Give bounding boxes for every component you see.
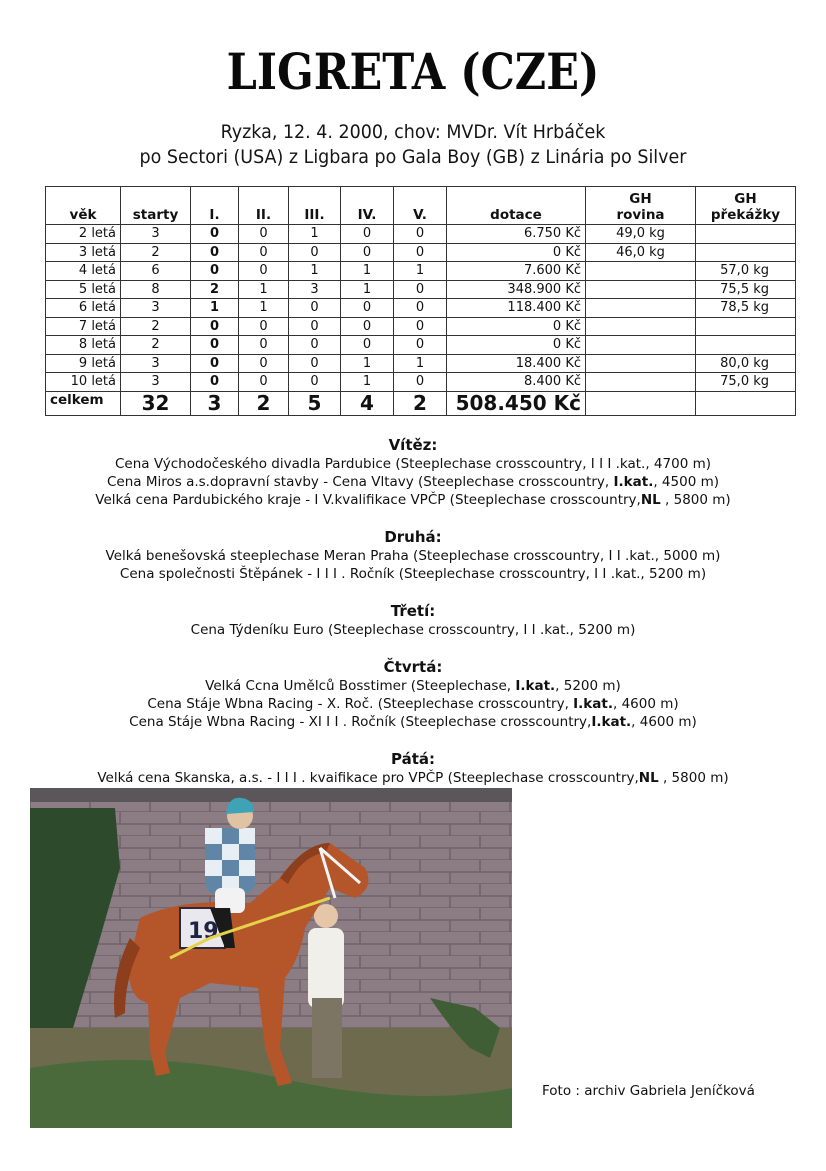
cell-p4: 0 — [341, 225, 394, 244]
cell-p5: 0 — [394, 373, 447, 392]
total-gh-jump — [696, 391, 796, 415]
cell-prize: 348.900 Kč — [447, 280, 586, 299]
cell-p4: 0 — [341, 336, 394, 355]
cell-starts: 2 — [121, 317, 191, 336]
cell-p1: 0 — [191, 336, 239, 355]
table-row — [46, 336, 796, 355]
race-entry — [0, 565, 826, 583]
col-gh-jump-line1: GH — [734, 191, 757, 207]
cell-prize: 6.750 Kč — [447, 225, 586, 244]
cell-p2: 0 — [239, 243, 289, 262]
cell-p2: 0 — [239, 373, 289, 392]
cell-p4: 1 — [341, 262, 394, 281]
race-text: Velká benešovská steeplechase Meran Praha (Steeplechase crosscountry, I I .kat., 5000 m) — [105, 548, 721, 564]
cell-starts: 2 — [121, 336, 191, 355]
cell-p5: 0 — [394, 299, 447, 318]
cell-p1: 0 — [191, 243, 239, 262]
total-starts: 32 — [121, 391, 191, 415]
cell-gh-jump — [696, 317, 796, 336]
race-results — [0, 436, 826, 806]
race-category: I.kat. — [573, 696, 613, 712]
cell-p4: 1 — [341, 354, 394, 373]
cell-p3: 0 — [289, 354, 341, 373]
cell-gh-flat — [586, 354, 696, 373]
cell-starts: 6 — [121, 262, 191, 281]
total-p5: 2 — [394, 391, 447, 415]
cell-starts: 3 — [121, 225, 191, 244]
race-text: Cena Stáje Wbna Racing - XI I I . Ročník (Steeplechase crosscountry, — [129, 714, 592, 730]
cell-age: 9 letá — [46, 354, 121, 373]
race-text: Velká cena Skanska, a.s. - I I I . kvaifikace pro VPČP (Steeplechase crosscountry, — [97, 770, 639, 786]
table-row — [46, 299, 796, 318]
table-row — [46, 373, 796, 392]
col-fifth: V. — [394, 187, 447, 225]
table-row — [46, 317, 796, 336]
race-entry — [0, 621, 826, 639]
cell-p2: 1 — [239, 280, 289, 299]
race-entry — [0, 473, 826, 491]
section-second — [0, 528, 826, 583]
horse-info: Ryzka, 12. 4. 2000, chov: MVDr. Vít Hrbáček — [220, 121, 606, 143]
cell-gh-flat — [586, 373, 696, 392]
cell-gh-flat — [586, 317, 696, 336]
cell-p1: 2 — [191, 280, 239, 299]
race-entry — [0, 695, 826, 713]
cell-age: 6 letá — [46, 299, 121, 318]
cell-p3: 0 — [289, 243, 341, 262]
cell-p3: 0 — [289, 299, 341, 318]
cell-gh-jump — [696, 225, 796, 244]
col-age: věk — [46, 187, 121, 225]
cell-gh-jump: 75,5 kg — [696, 280, 796, 299]
cell-gh-jump — [696, 336, 796, 355]
cell-gh-jump: 57,0 kg — [696, 262, 796, 281]
roof-edge — [30, 788, 512, 802]
cell-gh-flat — [586, 262, 696, 281]
person-jacket — [308, 928, 344, 1008]
col-prize: dotace — [447, 187, 586, 225]
race-entry — [0, 455, 826, 473]
cell-p2: 0 — [239, 354, 289, 373]
race-entry — [0, 713, 826, 731]
cell-p5: 0 — [394, 225, 447, 244]
total-p2: 2 — [239, 391, 289, 415]
cell-p4: 1 — [341, 373, 394, 392]
table-total-row — [46, 391, 796, 415]
cell-p4: 0 — [341, 243, 394, 262]
section-third — [0, 602, 826, 639]
cell-p3: 0 — [289, 317, 341, 336]
cell-p4: 0 — [341, 317, 394, 336]
col-gh-flat-line2: rovina — [616, 207, 665, 223]
total-prize: 508.450 Kč — [447, 391, 586, 415]
race-entry — [0, 769, 826, 787]
cell-gh-flat — [586, 336, 696, 355]
race-category: I.kat. — [591, 714, 632, 730]
col-second: II. — [239, 187, 289, 225]
race-text: , 4500 m) — [653, 474, 719, 490]
page-title: LIGRETA (CZE) — [226, 42, 600, 101]
section-heading: Vítěz: — [388, 436, 438, 454]
race-category: I.kat. — [613, 474, 654, 490]
col-fourth: IV. — [341, 187, 394, 225]
table-row — [46, 225, 796, 244]
race-text: Cena Stáje Wbna Racing - X. Roč. (Steeplechase crosscountry, — [147, 696, 574, 712]
table-row — [46, 243, 796, 262]
cell-prize: 8.400 Kč — [447, 373, 586, 392]
horse-photo — [30, 788, 512, 1128]
race-text: , 4600 m) — [631, 714, 697, 730]
cell-p5: 0 — [394, 280, 447, 299]
cell-p3: 3 — [289, 280, 341, 299]
cell-age: 7 letá — [46, 317, 121, 336]
cell-p2: 0 — [239, 317, 289, 336]
cell-age: 4 letá — [46, 262, 121, 281]
cell-p2: 0 — [239, 336, 289, 355]
cell-p5: 0 — [394, 243, 447, 262]
race-category: I.kat. — [515, 678, 556, 694]
cell-starts: 2 — [121, 243, 191, 262]
cell-gh-jump: 75,0 kg — [696, 373, 796, 392]
race-text: , 4600 m) — [612, 696, 679, 712]
cell-p1: 0 — [191, 225, 239, 244]
section-heading: Čtvrtá: — [383, 658, 443, 676]
table-row — [46, 262, 796, 281]
section-fifth — [0, 750, 826, 787]
race-text: Cena Týdeníku Euro (Steeplechase crosscountry, I I .kat., 5200 m) — [190, 622, 636, 638]
section-heading: Třetí: — [390, 602, 436, 620]
cell-p4: 1 — [341, 280, 394, 299]
cell-prize: 0 Kč — [447, 336, 586, 355]
race-text: , 5800 m) — [660, 492, 731, 508]
cell-age: 3 letá — [46, 243, 121, 262]
cell-prize: 0 Kč — [447, 243, 586, 262]
cell-p4: 0 — [341, 299, 394, 318]
total-p1: 3 — [191, 391, 239, 415]
cell-p2: 1 — [239, 299, 289, 318]
total-p3: 5 — [289, 391, 341, 415]
cell-p1: 0 — [191, 354, 239, 373]
cell-p3: 1 — [289, 225, 341, 244]
cell-p5: 0 — [394, 317, 447, 336]
table-row — [46, 280, 796, 299]
cell-prize: 118.400 Kč — [447, 299, 586, 318]
total-age: celkem — [46, 391, 121, 415]
table-row — [46, 354, 796, 373]
cell-p1: 1 — [191, 299, 239, 318]
cell-prize: 0 Kč — [447, 317, 586, 336]
race-text: , 5800 m) — [658, 770, 729, 786]
cell-p2: 0 — [239, 262, 289, 281]
cell-gh-flat — [586, 299, 696, 318]
race-category: NL — [638, 770, 659, 786]
saddle-number: 19 — [188, 919, 219, 944]
pedigree: po Sectori (USA) z Ligbara po Gala Boy (GB) z Linária po Silver — [139, 146, 687, 168]
cell-p1: 0 — [191, 262, 239, 281]
cell-p3: 0 — [289, 373, 341, 392]
cell-p1: 0 — [191, 317, 239, 336]
cell-p5: 1 — [394, 354, 447, 373]
race-text: Velká Ccna Umělců Bosstimer (Steeplechase, — [205, 678, 516, 694]
cell-starts: 8 — [121, 280, 191, 299]
cell-age: 2 letá — [46, 225, 121, 244]
section-heading: Pátá: — [390, 750, 435, 768]
cell-gh-flat: 46,0 kg — [586, 243, 696, 262]
col-gh-jump — [696, 187, 796, 225]
cell-gh-jump — [696, 243, 796, 262]
total-gh-flat — [586, 391, 696, 415]
cell-starts: 3 — [121, 373, 191, 392]
cell-prize: 7.600 Kč — [447, 262, 586, 281]
cell-starts: 3 — [121, 354, 191, 373]
photo-caption: Foto : archiv Gabriela Jeníčková — [542, 1083, 755, 1099]
cell-gh-jump: 78,5 kg — [696, 299, 796, 318]
race-text: Velká cena Pardubického kraje - I V.kvalifikace VPČP (Steeplechase crosscountry, — [95, 492, 641, 508]
col-third: III. — [289, 187, 341, 225]
cell-prize: 18.400 Kč — [447, 354, 586, 373]
cell-gh-flat — [586, 280, 696, 299]
cell-p2: 0 — [239, 225, 289, 244]
cell-gh-flat: 49,0 kg — [586, 225, 696, 244]
person-trousers — [312, 998, 342, 1078]
race-text: Cena Východočeského divadla Pardubice (Steeplechase crosscountry, I I I .kat., 4700 m) — [115, 456, 711, 472]
table-header-row — [46, 187, 796, 225]
horse-photo-illustration — [30, 788, 512, 1128]
cell-age: 8 letá — [46, 336, 121, 355]
race-category: NL — [640, 492, 661, 508]
total-p4: 4 — [341, 391, 394, 415]
cell-gh-jump: 80,0 kg — [696, 354, 796, 373]
race-entry — [0, 677, 826, 695]
race-text: Cena společnosti Štěpánek - I I I . Ročník (Steeplechase crosscountry, I I .kat., 5200 m) — [119, 566, 707, 582]
race-text: Cena Miros a.s.dopravní stavby - Cena Vltavy (Steeplechase crosscountry, — [106, 474, 614, 490]
cell-age: 5 letá — [46, 280, 121, 299]
col-gh-flat-line1: GH — [629, 191, 652, 207]
section-winner — [0, 436, 826, 509]
col-gh-jump-line2: překážky — [710, 207, 781, 223]
section-fourth — [0, 658, 826, 731]
cell-age: 10 letá — [46, 373, 121, 392]
cell-p3: 0 — [289, 336, 341, 355]
race-entry — [0, 547, 826, 565]
race-text: , 5200 m) — [555, 678, 621, 694]
career-stats-table — [45, 186, 796, 416]
col-starts: starty — [121, 187, 191, 225]
cell-p5: 0 — [394, 336, 447, 355]
cell-p3: 1 — [289, 262, 341, 281]
cell-p5: 1 — [394, 262, 447, 281]
cell-starts: 3 — [121, 299, 191, 318]
section-heading: Druhá: — [384, 528, 442, 546]
race-entry — [0, 491, 826, 509]
cell-p1: 0 — [191, 373, 239, 392]
col-gh-flat — [586, 187, 696, 225]
col-first: I. — [191, 187, 239, 225]
